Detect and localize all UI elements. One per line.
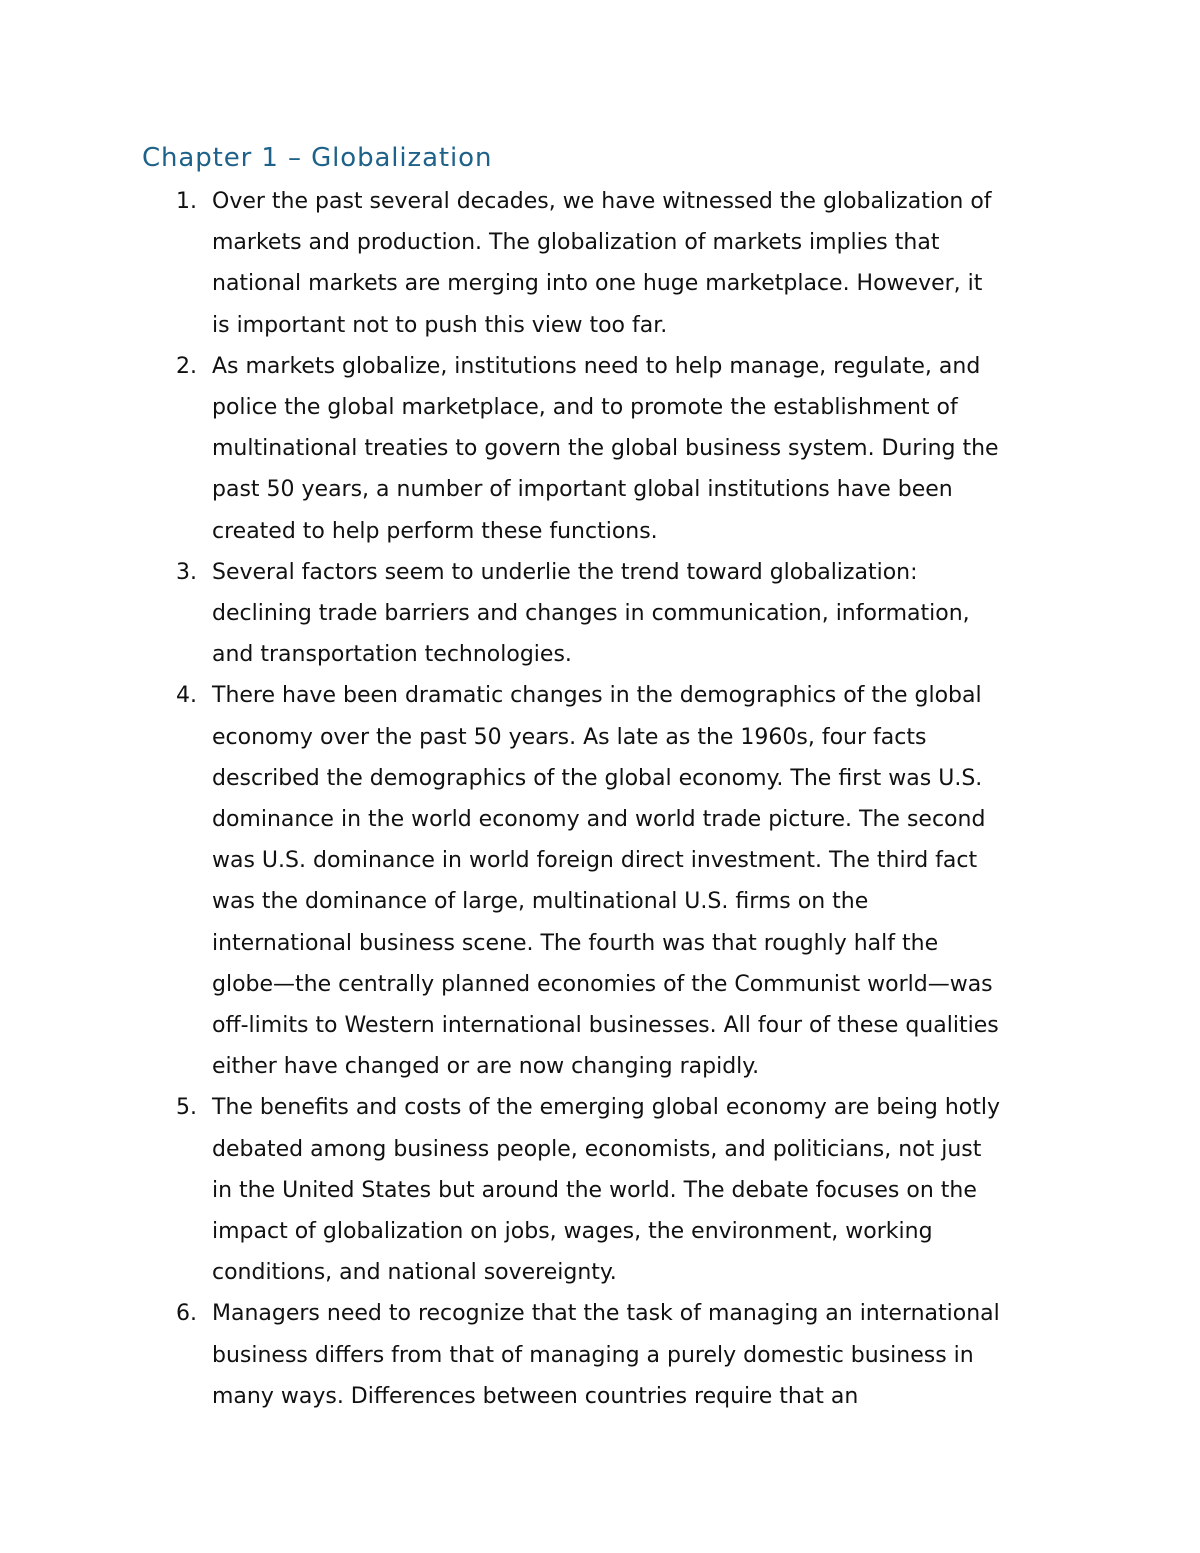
list-item-text-line: Over the past several decades, we have witnessed the globalization of (212, 189, 992, 214)
list-item-text-line: was U.S. dominance in world foreign direct investment. The third fact (212, 848, 978, 874)
list-item (0, 552, 1200, 676)
list-item-text-line: multinational treaties to govern the global business system. During the (212, 436, 999, 462)
list-item-text-line: is important not to push this view too far. (212, 312, 668, 338)
list-item (0, 1087, 1200, 1293)
list-item-text-line: was the dominance of large, multinational U.S. firms on the (212, 889, 869, 915)
list-item-number: 5. (176, 1095, 197, 1121)
list-item-text-line: declining trade barriers and changes in communication, information, (212, 601, 970, 627)
list-item-text-line: The benefits and costs of the emerging global economy are being hotly (212, 1095, 1001, 1121)
list-item (0, 346, 1200, 552)
list-item-text-line: in the United States but around the world. The debate focuses on the (212, 1177, 977, 1203)
list-item-number: 1. (176, 189, 197, 214)
list-item-number: 3. (176, 559, 197, 585)
list-item-text-line: economy over the past 50 years. As late as the 1960s, four facts (212, 724, 927, 750)
list-item-text-line: police the global marketplace, and to promote the establishment of (212, 395, 958, 421)
list-item-text-line: either have changed or are now changing rapidly. (212, 1054, 760, 1080)
list-item-text-line: business differs from that of managing a purely domestic business in (212, 1342, 974, 1368)
list-item (0, 181, 1200, 346)
numbered-list (0, 181, 1200, 1417)
list-item-text-line: debated among business people, economists, and politicians, not just (212, 1136, 982, 1162)
list-item-number: 4. (176, 683, 197, 709)
list-item-text-line: dominance in the world economy and world trade picture. The second (212, 807, 986, 833)
list-item-text-line: impact of globalization on jobs, wages, the environment, working (212, 1219, 933, 1245)
list-item-text-line: Managers need to recognize that the task of managing an international (212, 1301, 1000, 1327)
list-item-number: 2. (176, 353, 197, 379)
list-item-text-line: As markets globalize, institutions need to help manage, regulate, and (212, 353, 981, 379)
list-item-text-line: many ways. Differences between countries require that an (212, 1383, 859, 1409)
chapter-heading: Chapter 1 – Globalization (142, 143, 493, 173)
list-item (0, 675, 1200, 1087)
list-item-text-line: created to help perform these functions. (212, 518, 658, 544)
list-item-number: 6. (176, 1301, 197, 1327)
list-item-text-line: globe—the centrally planned economies of the Communist world—was (212, 971, 993, 997)
list-item-text-line: conditions, and national sovereignty. (212, 1260, 617, 1286)
list-item-text-line: There have been dramatic changes in the demographics of the global (212, 683, 982, 709)
list-item-text-line: off-limits to Western international businesses. All four of these qualities (212, 1013, 999, 1039)
list-item-text-line: international business scene. The fourth was that roughly half the (212, 930, 939, 956)
list-item-text-line: national markets are merging into one huge marketplace. However, it (212, 271, 983, 297)
list-item-text-line: past 50 years, a number of important global institutions have been (212, 477, 953, 503)
list-item (0, 1293, 1200, 1417)
list-item-text-line: and transportation technologies. (212, 642, 572, 668)
list-item-text-line: described the demographics of the global economy. The first was U.S. (212, 765, 983, 791)
list-item-text-line: markets and production. The globalization of markets implies that (212, 230, 940, 256)
list-item-text-line: Several factors seem to underlie the trend toward globalization: (212, 559, 918, 585)
